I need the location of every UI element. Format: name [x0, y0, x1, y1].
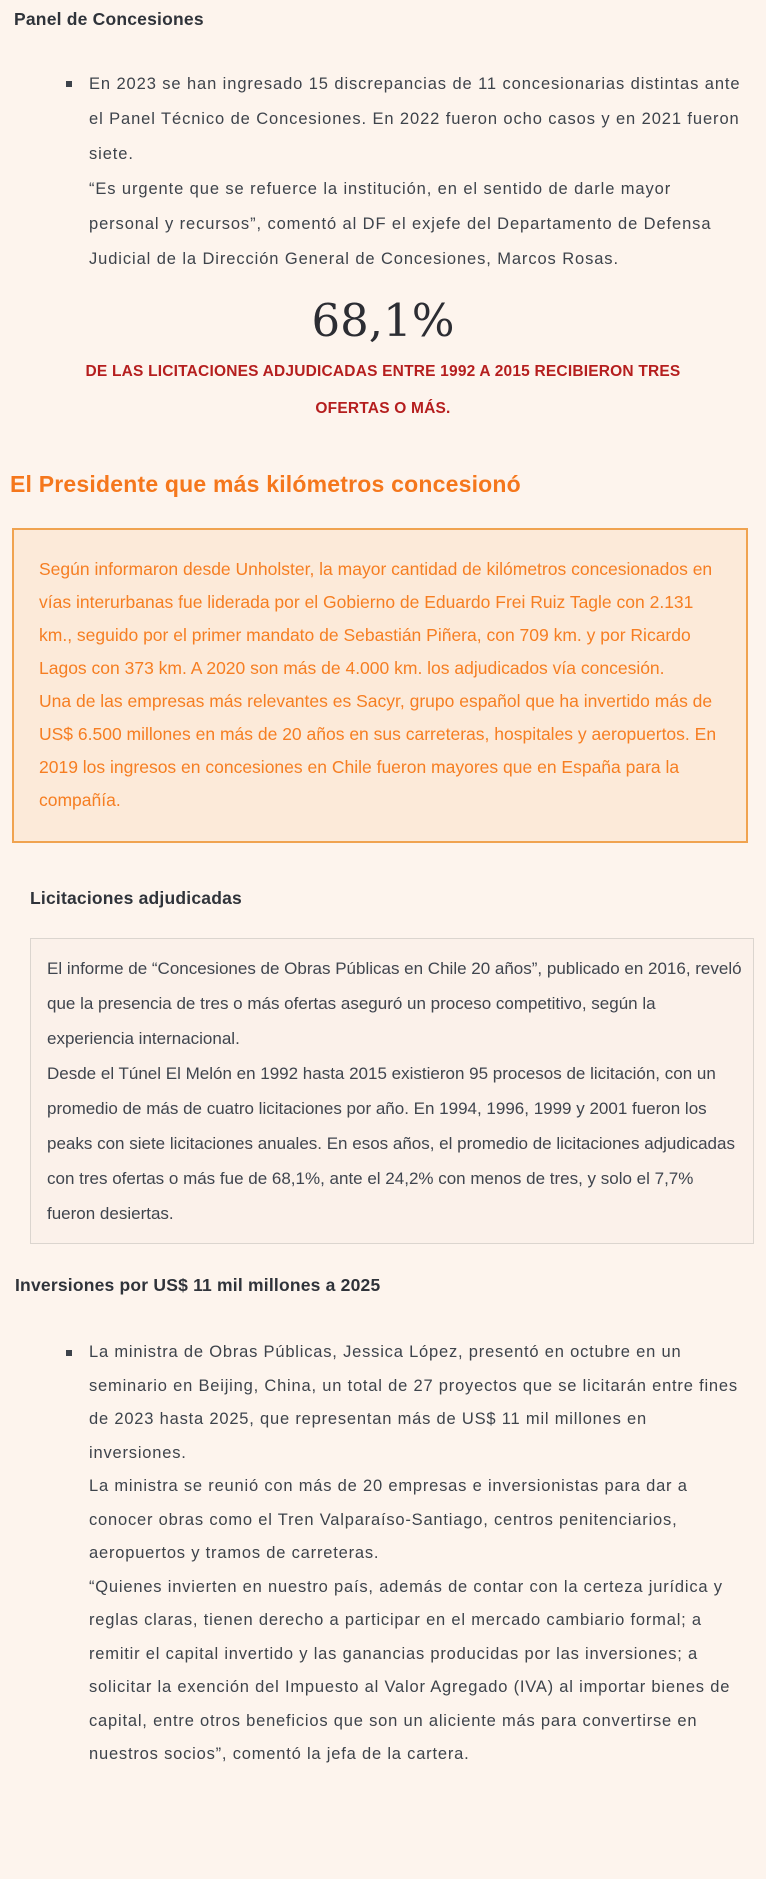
inversiones-paragraph-2: La ministra se reunió con más de 20 empresas e inversionistas para dar a conocer obras como el Tren Valparaíso-Santiago, centros penitenciarios, aeropuertos y tramos de carreteras. — [89, 1477, 688, 1562]
panel-concesiones-heading: Panel de Concesiones — [14, 9, 204, 29]
panel-paragraph-2: “Es urgente que se refuerce la institución, en el sentido de darle mayor personal y recursos”, comentó al DF el exjefe del Departamento de Defensa Judicial de la Dirección General de Concesiones, Marcos Rosas. — [89, 180, 712, 268]
panel-bullet-text — [89, 67, 744, 277]
inversiones-bullet-text — [89, 1336, 744, 1772]
licitaciones-quote-box — [30, 938, 754, 1244]
licitaciones-heading: Licitaciones adjudicadas — [30, 888, 242, 908]
presidente-highlight-box — [12, 528, 748, 843]
presidente-paragraph-2: Una de las empresas más relevantes es Sacyr, grupo español que ha invertido más de US$ 6.500 millones en más de 20 años en sus carreteras, hospitales y aeropuertos. En 2019 los ingresos en concesiones en Chile fueron mayores que en España para la compañía. — [39, 691, 717, 810]
presidente-paragraph-1: Según informaron desde Unholster, la mayor cantidad de kilómetros concesionados en vías interurbanas fue liderada por el Gobierno de Eduardo Frei Ruiz Tagle con 2.131 km., seguido por el primer mandato de Sebastián Piñera, con 709 km. y por Ricardo Lagos con 373 km. A 2020 son más de 4.000 km. los adjudicados vía concesión. — [39, 559, 713, 678]
inversiones-paragraph-1: La ministra de Obras Públicas, Jessica López, presentó en octubre en un seminario en Beijing, China, un total de 27 proyectos que se licitarán entre fines de 2023 hasta 2025, que representan más de US$ 11 mil millones en inversiones. — [89, 1343, 738, 1462]
list-item — [66, 67, 744, 277]
licitaciones-paragraph-1: El informe de “Concesiones de Obras Públicas en Chile 20 años”, publicado en 2016, reveló que la presencia de tres o más ofertas aseguró un proceso competitivo, según la experiencia internacional. — [47, 959, 742, 1048]
inversiones-heading: Inversiones por US$ 11 mil millones a 2025 — [15, 1275, 381, 1295]
inversiones-paragraph-3: “Quienes invierten en nuestro país, además de contar con la certeza jurídica y reglas claras, tienen derecho a participar en el mercado cambiario formal; a remitir el capital invertido y las ganancias producidas por las inversiones; a solicitar la exención del Impuesto al Valor Agregado (IVA) al importar bienes de capital, entre otros beneficios que son un aliciente más para convertirse en nuestros socios”, comentó la jefa de la cartera. — [89, 1577, 731, 1763]
panel-paragraph-1: En 2023 se han ingresado 15 discrepancias de 11 concesionarias distintas ante el Panel Técnico de Concesiones. En 2022 fueron ocho casos y en 2021 fueron siete. — [89, 75, 741, 163]
licitaciones-paragraph-2: Desde el Túnel El Melón en 1992 hasta 2015 existieron 95 procesos de licitación, con un promedio de más de cuatro licitaciones por año. En 1994, 1996, 1999 y 2001 fueron los peaks con siete licitaciones anuales. En esos años, el promedio de licitaciones adjudicadas con tres ofertas o más fue de 68,1%, ante el 24,2% con menos de tres, y solo el 7,7% fueron desiertas. — [47, 1064, 735, 1223]
bullet-square-icon — [66, 81, 72, 87]
stat-value: 68,1% — [311, 294, 455, 347]
presidente-heading: El Presidente que más kilómetros concesionó — [10, 471, 521, 497]
inversiones-bullet-list — [0, 1336, 766, 1772]
bullet-square-icon — [66, 1350, 72, 1356]
list-item — [66, 1336, 744, 1772]
panel-bullet-list — [0, 67, 766, 277]
stat-caption: DE LAS LICITACIONES ADJUDICADAS ENTRE 1992 A 2015 RECIBIERON TRES OFERTAS O MÁS. — [85, 363, 681, 417]
